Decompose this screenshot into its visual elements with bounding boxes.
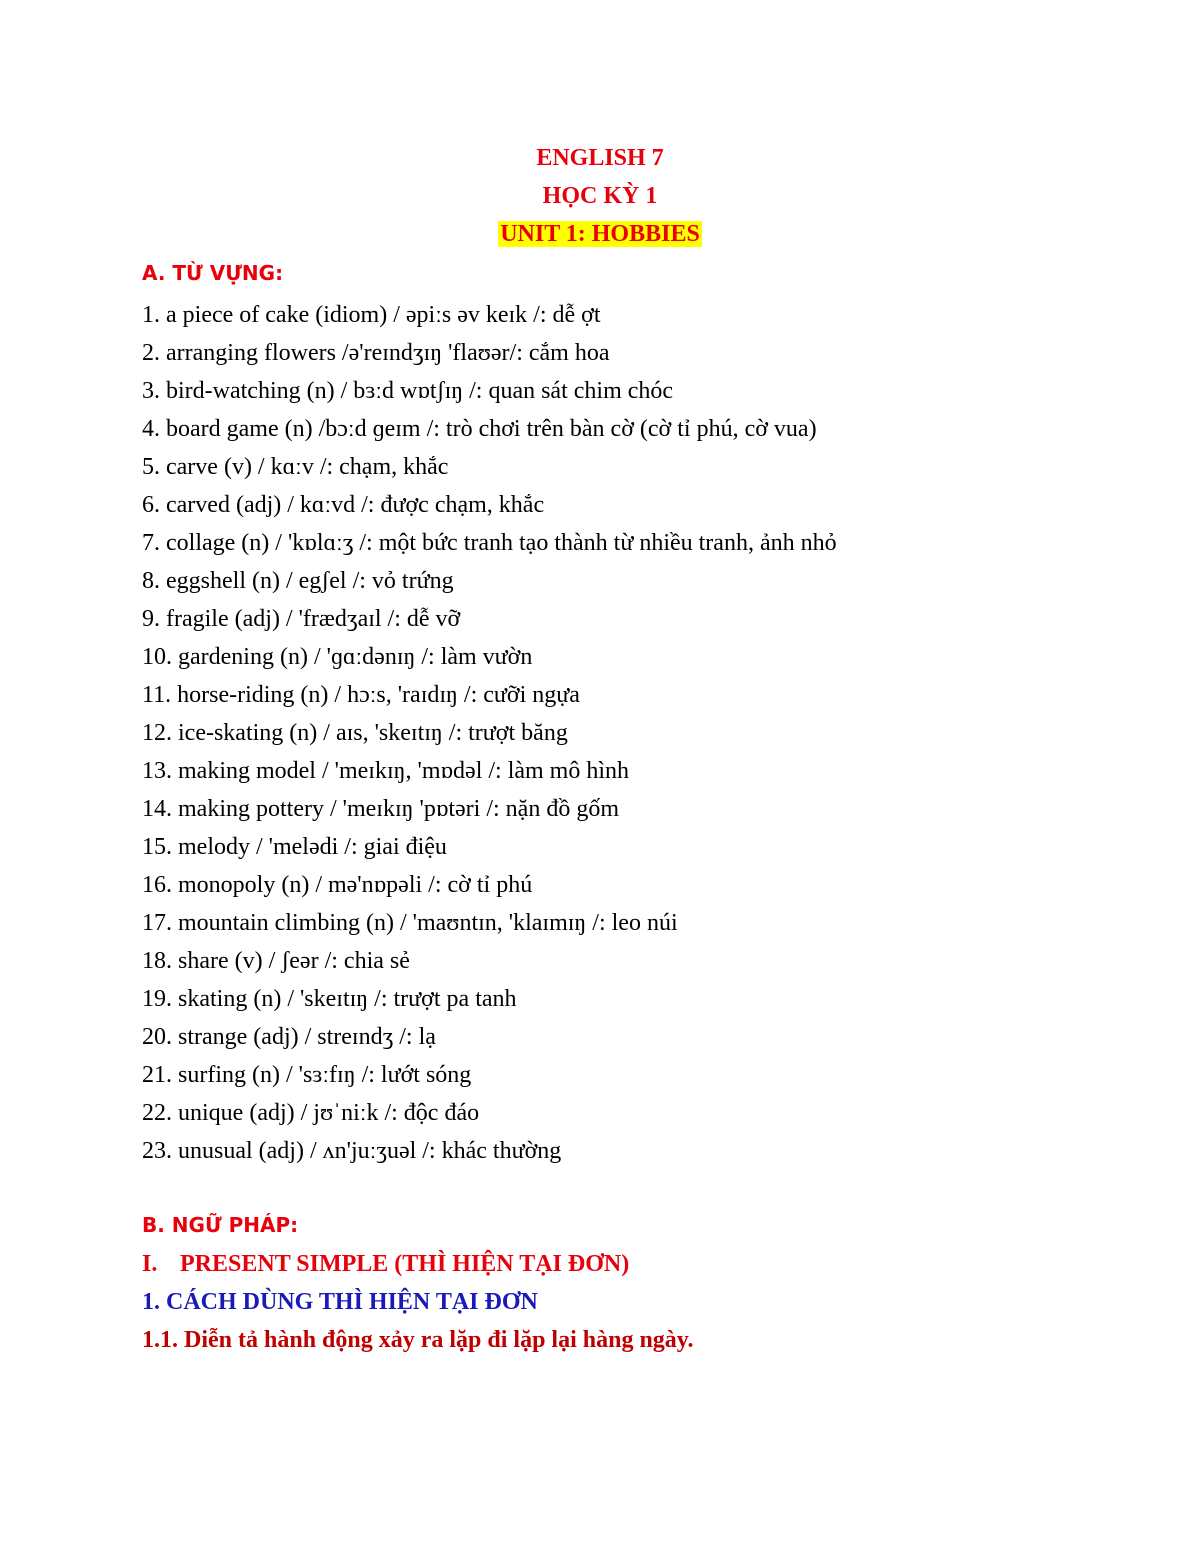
vocab-item: 15. melody / 'melədi /: giai điệu xyxy=(142,834,447,860)
vocab-item: 18. share (v) / ʃeər /: chia sẻ xyxy=(142,948,410,974)
vocab-item: 3. bird-watching (n) / bɜːd wɒtʃɪŋ /: quan sát chim chóc xyxy=(142,378,674,404)
vocab-item: 8. eggshell (n) / egʃel /: vỏ trứng xyxy=(142,568,454,594)
vocab-item: 2. arranging flowers /ə'reɪndʒɪŋ 'flaʊər/: cắm hoa xyxy=(142,340,610,366)
vocabulary-heading: A. TỪ VỰNG: xyxy=(142,261,284,285)
vocab-item: 21. surfing (n) / 'sɜːfɪŋ /: lướt sóng xyxy=(142,1062,472,1088)
grammar-section-label: PRESENT SIMPLE (THÌ HIỆN TẠI ĐƠN) xyxy=(180,1251,630,1277)
vocab-item: 4. board game (n) /bɔːd ɡeɪm /: trò chơi trên bàn cờ (cờ tỉ phú, cờ vua) xyxy=(142,416,817,442)
unit-title xyxy=(0,220,1200,248)
vocab-item: 10. gardening (n) / 'ɡɑːdənɪŋ /: làm vườn xyxy=(142,644,533,670)
vocab-item: 6. carved (adj) / kɑːvd /: được chạm, khắc xyxy=(142,492,545,518)
vocab-item: 22. unique (adj) / jʊˈniːk /: độc đáo xyxy=(142,1100,480,1126)
vocab-item: 19. skating (n) / 'skeɪtɪŋ /: trượt pa tanh xyxy=(142,986,517,1012)
document-title: ENGLISH 7 xyxy=(536,145,664,171)
vocab-item: 13. making model / 'meɪkɪŋ, 'mɒdəl /: làm mô hình xyxy=(142,758,630,784)
vocab-item: 17. mountain climbing (n) / 'maʊntɪn, 'klaɪmɪŋ /: leo núi xyxy=(142,910,678,936)
vocabulary-list xyxy=(142,296,837,1170)
term-title: HỌC KỲ 1 xyxy=(542,183,658,209)
unit-title-highlight: UNIT 1: HOBBIES xyxy=(500,221,700,247)
grammar-section-title xyxy=(142,1248,629,1280)
vocab-item: 20. strange (adj) / streɪndʒ /: lạ xyxy=(142,1024,436,1050)
vocab-item: 12. ice-skating (n) / aɪs, 'skeɪtɪŋ /: trượt băng xyxy=(142,720,568,746)
grammar-subsection-title: 1. CÁCH DÙNG THÌ HIỆN TẠI ĐƠN xyxy=(142,1289,538,1315)
vocab-item: 5. carve (v) / kɑːv /: chạm, khắc xyxy=(142,454,449,480)
vocab-item: 9. fragile (adj) / 'frædʒaɪl /: dễ vỡ xyxy=(142,606,461,632)
grammar-heading: B. NGỮ PHÁP: xyxy=(142,1213,299,1237)
vocab-item: 7. collage (n) / 'kɒlɑːʒ /: một bức tranh tạo thành từ nhiều tranh, ảnh nhỏ xyxy=(142,530,837,556)
vocab-item: 14. making pottery / 'meɪkɪŋ 'pɒtəri /: nặn đồ gốm xyxy=(142,796,619,822)
vocab-item: 23. unusual (adj) / ʌn'juːʒuəl /: khác thường xyxy=(142,1138,562,1164)
vocab-item: 1. a piece of cake (idiom) / əpiːs əv keɪk /: dễ ợt xyxy=(142,302,601,328)
grammar-section-number: I. xyxy=(142,1251,158,1277)
vocab-item: 11. horse-riding (n) / hɔːs, 'raɪdɪŋ /: cưỡi ngựa xyxy=(142,682,580,708)
grammar-subsubsection-title: 1.1. Diễn tả hành động xảy ra lặp đi lặp lại hàng ngày. xyxy=(142,1327,694,1353)
vocab-item: 16. monopoly (n) / mə'nɒpəli /: cờ tỉ phú xyxy=(142,872,533,898)
